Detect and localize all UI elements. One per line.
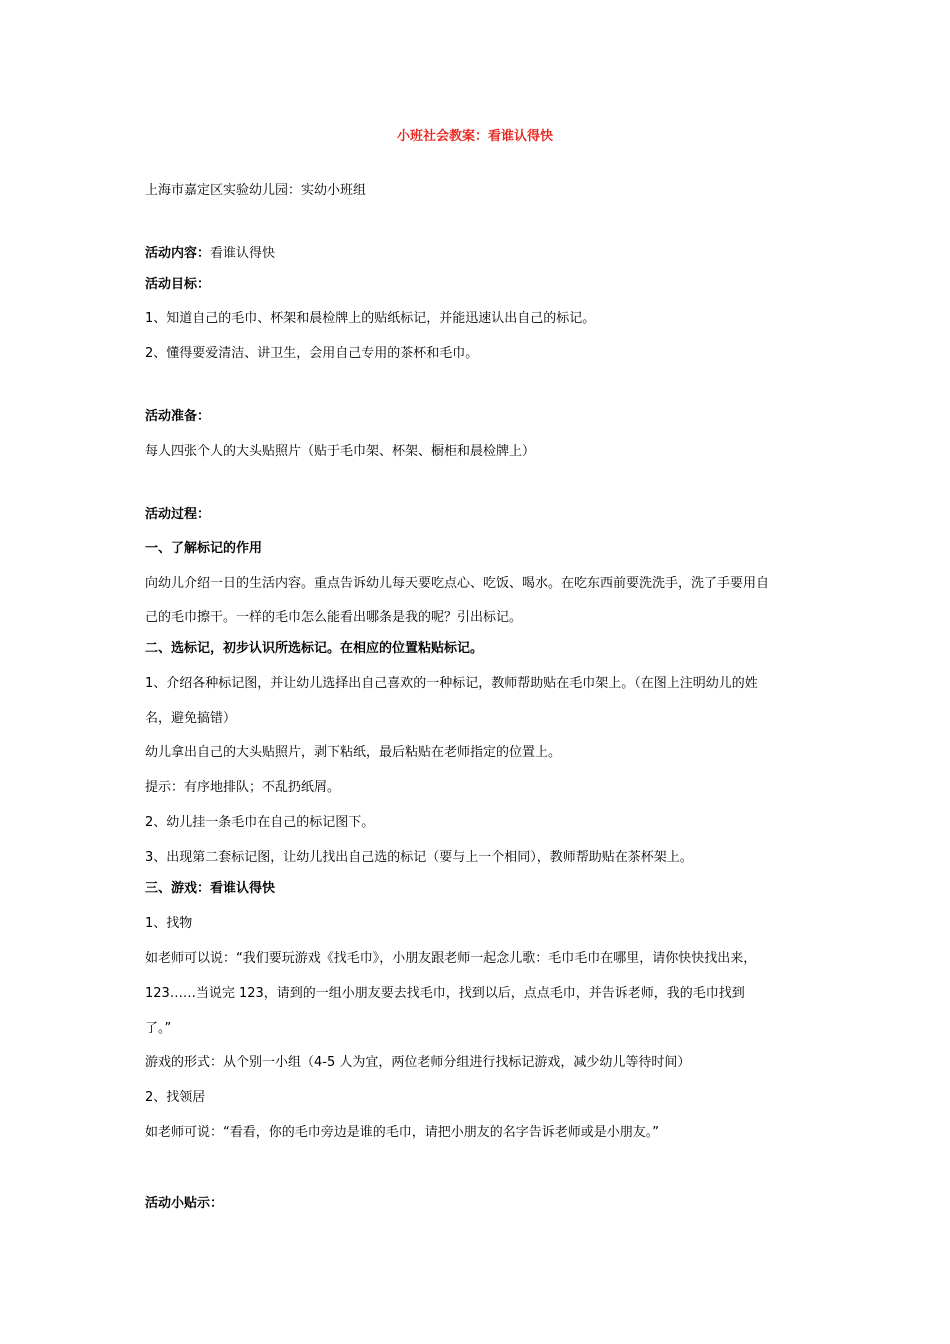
section-3-line-1: 1、找物 <box>145 916 193 931</box>
section-3-line-7: 如老师可说：“看看，你的毛巾旁边是谁的毛巾，请把小朋友的名字告诉老师或是小朋友。” <box>145 1125 659 1140</box>
school-line: 上海市嘉定区实验幼儿园：实幼小班组 <box>145 183 367 198</box>
section-3-heading: 三、游戏：看谁认得快 <box>145 881 276 896</box>
process-heading: 活动过程： <box>145 507 211 522</box>
section-2-line-1: 1、介绍各种标记图，并让幼儿选择出自己喜欢的一种标记，教师帮助贴在毛巾架上。（在图上注明幼儿的姓 <box>145 676 758 691</box>
section-3-line-4: 了。” <box>145 1021 172 1036</box>
section-2-line-6: 3、出现第二套标记图，让幼儿找出自己选的标记（要与上一个相同），教师帮助贴在茶杯架上。 <box>145 850 693 865</box>
section-3-line-6: 2、找领居 <box>145 1090 206 1105</box>
prep-text: 每人四张个人的大头贴照片（贴于毛巾架、杯架、橱柜和晨检牌上） <box>145 444 536 459</box>
section-2-line-5: 2、幼儿挂一条毛巾在自己的标记图下。 <box>145 815 375 830</box>
page-title: 小班社会教案：看谁认得快 <box>396 129 553 144</box>
tips-heading: 活动小贴示： <box>145 1196 224 1211</box>
section-1-heading: 一、了解标记的作用 <box>145 541 263 556</box>
section-2-line-4: 提示：有序地排队；不乱扔纸屑。 <box>145 780 341 795</box>
section-3-line-2: 如老师可以说：“我们要玩游戏《找毛巾》，小朋友跟老师一起念儿歌：毛巾毛巾在哪里，请你快快找出来， <box>145 951 757 966</box>
goal-item-1: 1、知道自己的毛巾、杯架和晨检牌上的贴纸标记，并能迅速认出自己的标记。 <box>145 311 596 326</box>
section-1-line-2: 己的毛巾擦干。一样的毛巾怎么能看出哪条是我的呢？引出标记。 <box>145 610 523 625</box>
section-3-line-3: 123……当说完 123，请到的一组小朋友要去找毛巾，找到以后，点点毛巾，并告诉老师，我的毛巾找到 <box>145 986 745 1001</box>
section-2-line-2: 名，避免搞错） <box>145 711 237 726</box>
section-1-line-1: 向幼儿介绍一日的生活内容。重点告诉幼儿每天要吃点心、吃饭、喝水。在吃东西前要洗洗手，洗了手要用自 <box>145 576 770 591</box>
goals-heading: 活动目标： <box>145 277 211 292</box>
section-2-heading: 二、选标记，初步认识所选标记。在相应的位置粘贴标记。 <box>145 641 484 656</box>
content-label: 活动内容： <box>145 246 211 261</box>
section-3-line-5: 游戏的形式：从个别一小组（4-5 人为宜，两位老师分组进行找标记游戏，减少幼儿等待时间） <box>145 1055 691 1070</box>
section-2-line-3: 幼儿拿出自己的大头贴照片，剥下粘纸，最后粘贴在老师指定的位置上。 <box>145 745 562 760</box>
goal-item-2: 2、懂得要爱清洁、讲卫生，会用自己专用的茶杯和毛巾。 <box>145 346 479 361</box>
prep-heading: 活动准备： <box>145 409 211 424</box>
content-line <box>145 244 825 264</box>
content-value: 看谁认得快 <box>210 246 276 261</box>
